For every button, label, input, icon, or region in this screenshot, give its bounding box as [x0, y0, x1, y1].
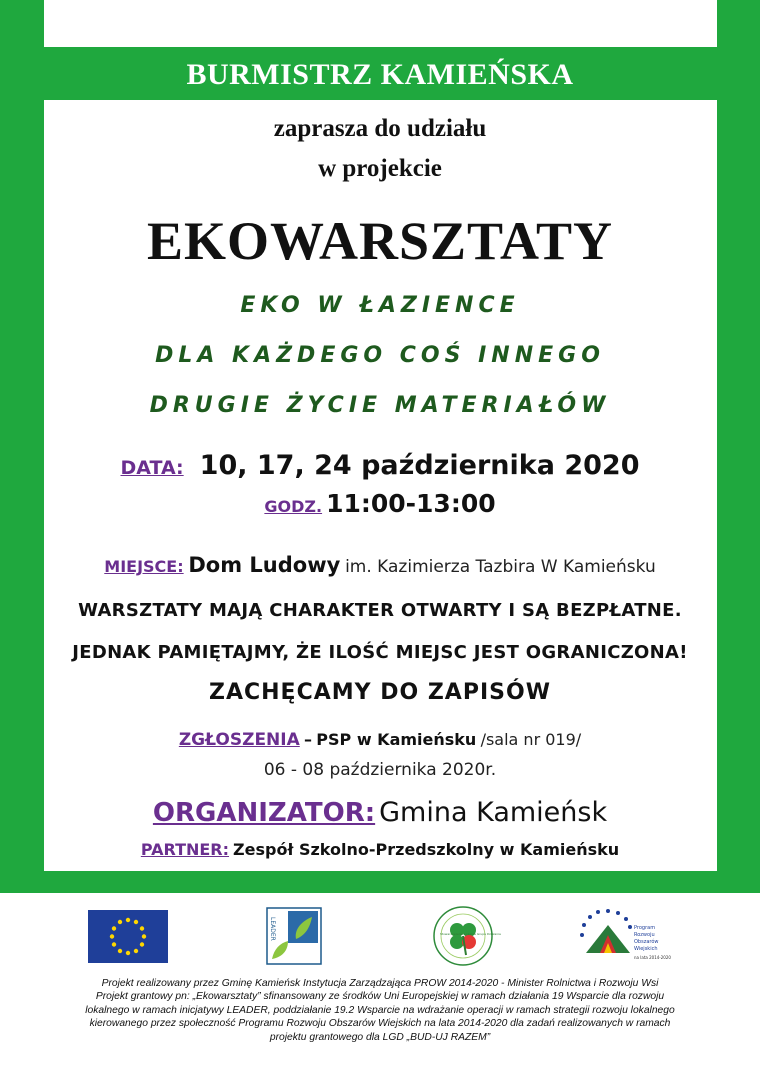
place-label: MIEJSCE: — [104, 557, 184, 576]
lgd-clover-logo-icon — [432, 905, 501, 967]
time-label: GODZ. — [264, 497, 323, 516]
lgd-ring-text: Stowarzyszenie Lokalna Grupa Działania — [440, 932, 501, 936]
registration-dates: 06 - 08 października 2020r. — [263, 760, 497, 780]
project-title-box — [125, 200, 635, 281]
logos-row — [0, 905, 760, 970]
organizer-heading: BURMISTRZ KAMIEŃSKA — [186, 58, 574, 91]
prow-line: Obszarów — [634, 939, 659, 945]
workshop-item: DLA KAŻDEGO COŚ INNEGO — [155, 343, 605, 368]
project-title: EKOWARSZTATY — [146, 210, 614, 271]
notice-line-1: WARSZTATY MAJĄ CHARAKTER OTWARTY I SĄ BEZPŁATNE. — [78, 600, 682, 621]
eu-flag-icon — [88, 910, 168, 963]
invite-line-1: zaprasza do udziału — [273, 115, 487, 142]
registration-label: ZGŁOSZENIA — [178, 730, 300, 750]
footer-line: Projekt grantowy pn: „Ekowarsztaty” sfinansowany ze środków Uni Europejskiej w ramach działania 19 Wsparcie dla rozwoju — [95, 991, 665, 1003]
workshop-item: DRUGIE ŻYCIE MATERIAŁÓW — [149, 393, 611, 418]
prow-line: Wiejskich — [634, 946, 658, 952]
organizer-value: Gmina Kamieńsk — [379, 797, 608, 828]
invite-line-2: w projekcie — [318, 155, 442, 182]
encourage-heading: ZACHĘCAMY DO ZAPISÓW — [209, 680, 551, 705]
registration-dash: – — [304, 730, 313, 749]
place-detail: im. Kazimierza Tazbira W Kamieńsku — [345, 557, 656, 577]
prow-years: na lata 2014-2020 — [634, 955, 671, 960]
partner-label: PARTNER: — [140, 840, 230, 859]
organizer-line — [0, 797, 760, 828]
registration-line — [0, 730, 760, 750]
top-white-strip — [44, 0, 717, 47]
notice-line-2: JEDNAK PAMIĘTAJMY, ŻE ILOŚĆ MIEJSC JEST OGRANICZONA! — [72, 642, 688, 663]
footer-line: Projekt realizowany przez Gminę Kamieńsk Instytucja Zarządzająca PROW 2014-2020 - Minister Rolnictwa i Rozwoju Wsi — [101, 978, 659, 989]
footer-line: projektu grantowego dla LGD „BUD-UJ RAZEM” — [269, 1031, 491, 1043]
date-line — [0, 450, 760, 481]
place-line — [0, 553, 760, 578]
date-label: DATA: — [120, 457, 184, 479]
prow-line: Program — [634, 925, 656, 931]
organizer-label: ORGANIZATOR: — [152, 798, 376, 828]
footer-line: lokalnego w ramach inicjatywy LEADER, poddziałanie 19.2 Wsparcie na wdrażanie operacji w ramach strategii rozwoju lokalnego — [85, 1004, 675, 1016]
leader-logo-text: LEADER — [269, 917, 276, 941]
date-value: 10, 17, 24 października 2020 — [199, 450, 640, 481]
partner-value: Zespół Szkolno-Przedszkolny w Kamieńsku — [233, 840, 620, 859]
registration-place: PSP w Kamieńsku — [316, 730, 477, 749]
time-line — [0, 489, 760, 518]
registration-room: /sala nr 019/ — [480, 730, 582, 749]
prow-logo-icon — [578, 907, 671, 967]
place-main: Dom Ludowy — [188, 553, 341, 577]
leader-logo-icon — [266, 907, 322, 965]
partner-line — [0, 840, 760, 860]
workshop-item: EKO W ŁAZIENCE — [240, 293, 520, 318]
footer-funding-text — [50, 977, 710, 1044]
prow-line: Rozwoju — [634, 932, 655, 938]
footer-line: kierowanego przez społeczność Programu Rozwoju Obszarów Wiejskich na lata 2014-2020 dla zadań realizowanych w ramach — [89, 1018, 671, 1030]
time-value: 11:00-13:00 — [326, 489, 496, 518]
